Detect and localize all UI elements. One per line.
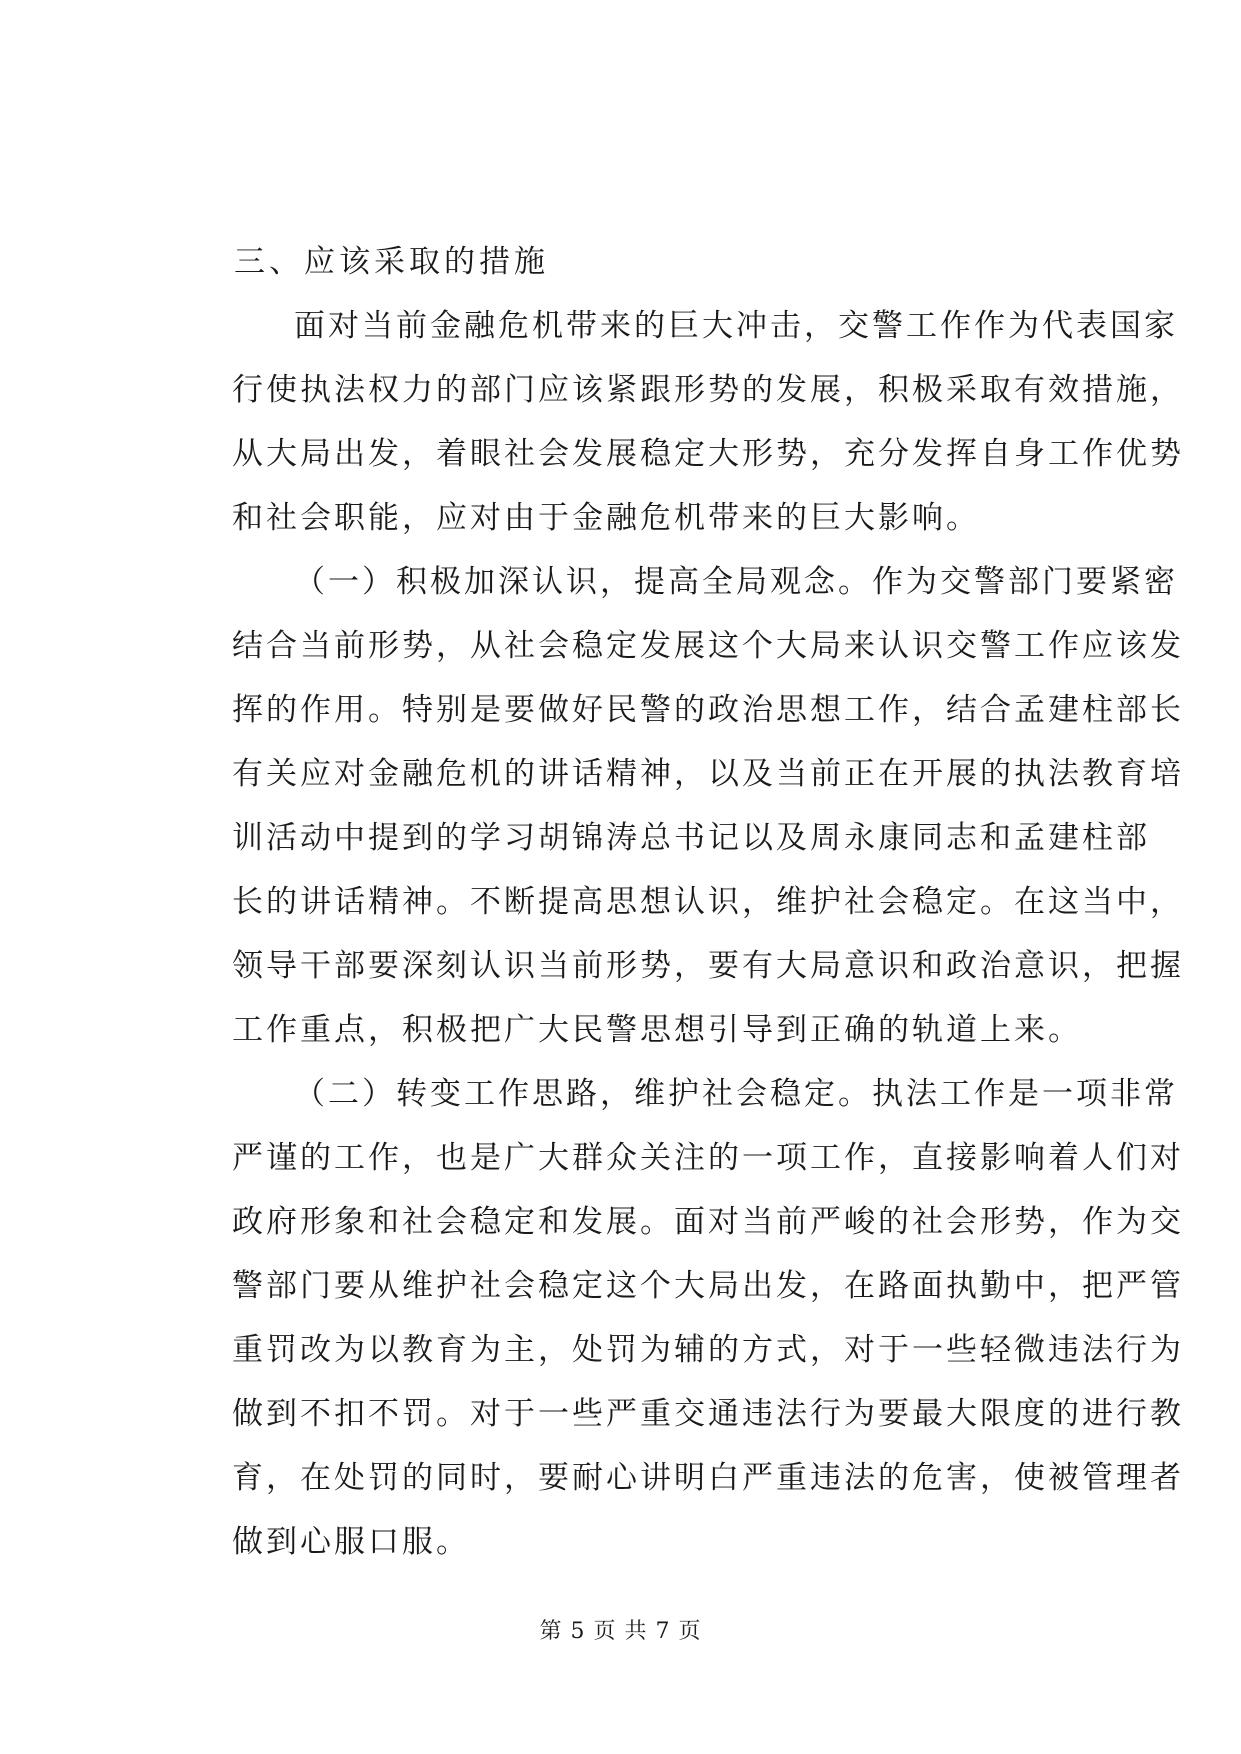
paragraph-line: 有关应对金融危机的讲话精神，以及当前正在开展的执法教育培	[232, 756, 1184, 792]
paragraph-line: 挥的作用。特别是要做好民警的政治思想工作，结合孟建柱部长	[232, 692, 1184, 728]
paragraph-line: 工作重点，积极把广大民警思想引导到正确的轨道上来。	[232, 1012, 1082, 1048]
paragraph-line: 训活动中提到的学习胡锦涛总书记以及周永康同志和孟建柱部	[232, 820, 1150, 856]
section-heading: 三、应该采取的措施	[234, 244, 549, 280]
page-number-footer: 第 5 页 共 7 页	[539, 1619, 702, 1644]
paragraph-line: 做到心服口服。	[232, 1524, 470, 1560]
paragraph-line: 政府形象和社会稳定和发展。面对当前严峻的社会形势，作为交	[232, 1204, 1184, 1240]
paragraph-line: 严谨的工作，也是广大群众关注的一项工作，直接影响着人们对	[232, 1140, 1184, 1176]
document-body	[232, 230, 1184, 1574]
paragraph-point-two	[232, 1062, 1184, 1574]
paragraph-line: 面对当前金融危机带来的巨大冲击，交警工作作为代表国家	[294, 308, 1178, 344]
paragraph-line: 和社会职能，应对由于金融危机带来的巨大影响。	[232, 500, 980, 536]
paragraph-line: （二）转变工作思路，维护社会稳定。执法工作是一项非常	[294, 1076, 1178, 1112]
paragraph-point-one	[232, 550, 1184, 1062]
paragraph-line: 行使执法权力的部门应该紧跟形势的发展，积极采取有效措施，	[232, 372, 1184, 408]
paragraph-line: 领导干部要深刻认识当前形势，要有大局意识和政治意识，把握	[232, 948, 1184, 984]
paragraph-line: 长的讲话精神。不断提高思想认识，维护社会稳定。在这当中，	[232, 884, 1184, 920]
paragraph-line: 从大局出发，着眼社会发展稳定大形势，充分发挥自身工作优势	[232, 436, 1184, 472]
paragraph-line: 结合当前形势，从社会稳定发展这个大局来认识交警工作应该发	[232, 628, 1184, 664]
paragraph-intro	[232, 294, 1184, 550]
paragraph-line: 育，在处罚的同时，要耐心讲明白严重违法的危害，使被管理者	[232, 1460, 1184, 1496]
paragraph-line: 警部门要从维护社会稳定这个大局出发，在路面执勤中，把严管	[232, 1268, 1184, 1304]
paragraph-line: 重罚改为以教育为主，处罚为辅的方式，对于一些轻微违法行为	[232, 1332, 1184, 1368]
paragraph-line: （一）积极加深认识，提高全局观念。作为交警部门要紧密	[294, 564, 1178, 600]
paragraph-line: 做到不扣不罚。对于一些严重交通违法行为要最大限度的进行教	[232, 1396, 1184, 1432]
